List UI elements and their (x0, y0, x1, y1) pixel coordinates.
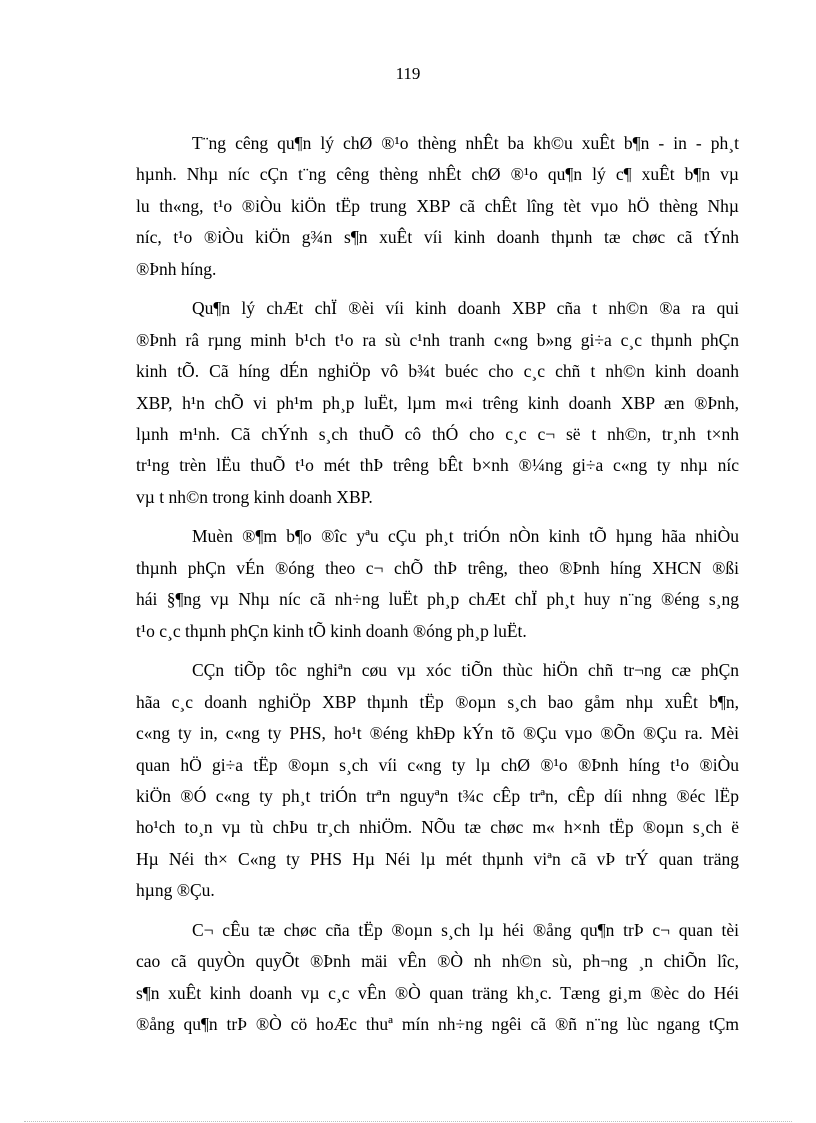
text-line: ®ång qu¶n trÞ ®Ò cö hoÆc thuª mín nh÷ng ngêi cã ®ñ n¨ng lùc ngang tÇm (136, 1014, 739, 1035)
paragraph-4 (136, 655, 739, 906)
text-line: s¶n xuÊt kinh doanh vµ c¸c vÊn ®Ò quan träng kh¸c. Tæng gi¸m ®èc do Héi (136, 982, 739, 1003)
text-line: XBP, h¹n chÕ vi ph¹m ph¸p luËt, lµm m«i trêng kinh doanh XBP æn ®Þnh, (136, 392, 739, 413)
body-text (136, 128, 739, 1049)
text-line: Muèn ®¶m b¶o ®îc yªu cÇu ph¸t triÓn nÒn kinh tÕ hµng hãa nhiÒu (192, 526, 739, 547)
text-line: ®Þnh râ rµng minh b¹ch t¹o ra sù c¹nh tranh c«ng b»ng gi÷a c¸c thµnh phÇn (136, 329, 739, 350)
paragraph-1 (136, 128, 739, 285)
text-line: vµ t nh©n trong kinh doanh XBP. (136, 486, 373, 507)
text-line: kiÖn ®Ó c«ng ty ph¸t triÓn trªn nguyªn t¾c cÊp trªn, cÊp díi nhng ®éc lËp (136, 785, 739, 806)
text-line: hái §¶ng vµ Nhµ níc cã nh÷ng luËt ph¸p chÆt chÏ ph¸t huy n¨ng ®éng s¸ng (136, 589, 739, 610)
text-line: níc, t¹o ®iÒu kiÖn g¾n s¶n xuÊt víi kinh doanh thµnh tæ chøc cã tÝnh (136, 227, 739, 248)
text-line: t¹o c¸c thµnh phÇn kinh tÕ kinh doanh ®óng ph¸p luËt. (136, 620, 527, 641)
text-line: kinh tÕ. Cã híng dÉn nghiÖp vô b¾t buéc cho c¸c chñ t nh©n kinh doanh (136, 361, 739, 382)
page-number: 119 (395, 64, 421, 83)
text-line: lu th«ng, t¹o ®iÒu kiÖn tËp trung XBP cã chÊt lîng tèt vµo hÖ thèng Nhµ (136, 195, 739, 216)
paragraph-5 (136, 915, 739, 1041)
text-line: T¨ng cêng qu¶n lý chØ ®¹o thèng nhÊt ba kh©u xuÊt b¶n - in - ph¸t (192, 133, 739, 153)
text-line: c«ng ty in, c«ng ty PHS, ho¹t ®éng khÐp kÝn tõ ®Çu vµo ®Õn ®Çu ra. Mèi (136, 723, 739, 744)
text-line: lµnh m¹nh. Cã chÝnh s¸ch thuÕ cô thÓ cho c¸c c¬ së t nh©n, tr¸nh t×nh (136, 423, 739, 444)
text-line: Qu¶n lý chÆt chÏ ®èi víi kinh doanh XBP cña t nh©n ®a ra qui (192, 298, 739, 319)
text-line: ®Þnh híng. (136, 258, 217, 279)
text-line: Hµ Néi th× C«ng ty PHS Hµ Néi lµ mét thµnh viªn cã vÞ trÝ quan träng (136, 848, 739, 869)
text-line: C¬ cÊu tæ chøc cña tËp ®oµn s¸ch lµ héi ®ång qu¶n trÞ c¬ quan tèi (192, 919, 739, 940)
text-line: quan hÖ gi÷a tËp ®oµn s¸ch víi c«ng ty lµ chØ ®¹o ®Þnh híng t¹o ®iÒu (136, 754, 739, 775)
text-line: CÇn tiÕp tôc nghiªn cøu vµ xóc tiÕn thùc hiÖn chñ tr¬ng cæ phÇn (192, 660, 739, 681)
page-bottom-divider (24, 1121, 792, 1122)
paragraph-3 (136, 521, 739, 647)
text-line: ho¹ch to¸n vµ tù chÞu tr¸ch nhiÖm. NÕu tæ chøc m« h×nh tËp ®oµn s¸ch ë (136, 817, 739, 838)
paragraph-2 (136, 293, 739, 513)
text-line: hãa c¸c doanh nghiÖp XBP thµnh tËp ®oµn s¸ch bao gåm nhµ xuÊt b¶n, (136, 691, 739, 712)
text-line: hµng ®Çu. (136, 880, 215, 901)
text-line: cao cã quyÒn quyÕt ®Þnh mäi vÊn ®Ò nh nh©n sù, ph¬ng ¸n chiÕn lîc, (136, 951, 739, 972)
text-line: tr¹ng trèn lËu thuÕ t¹o mét thÞ trêng bÊt b×nh ®¼ng gi÷a c«ng ty nhµ níc (136, 455, 739, 476)
text-line: thµnh phÇn vÉn ®óng theo c¬ chÕ thÞ trêng, theo ®Þnh híng XHCN ®ßi (136, 557, 739, 578)
text-line: hµnh. Nhµ níc cÇn t¨ng cêng thèng nhÊt chØ ®¹o qu¶n lý c¶ xuÊt b¶n vµ (136, 164, 739, 185)
